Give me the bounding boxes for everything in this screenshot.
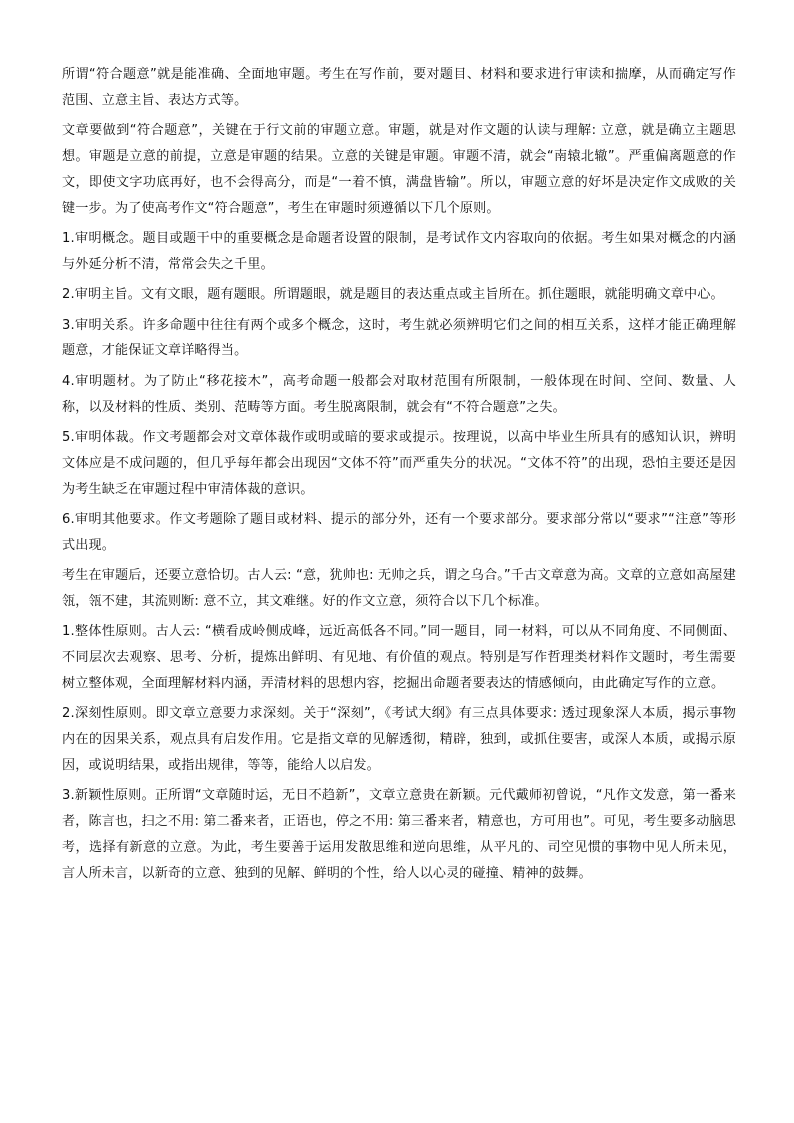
paragraph-standard-whole: 1.整体性原则。古人云: “横看成岭侧成峰，远近高低各不同。”同一题目，同一材料，可以从不同角度、不同侧面、不同层次去观察、思考、分析，提炼出鲜明、有见地、有价值的观点。特别是写作哲理类材料作文题时，考生需要树立整体观，全面理解材料内涵，弄清材料的思想内容，挖掘出命题者要表达的情感倾向，由此确定写作的立意。 xyxy=(62,624,736,691)
paragraph-principle-material: 4.审明题材。为了防止“移花接木”，高考命题一般都会对取材范围有所限制，一般体现在时间、空间、数量、人称，以及材料的性质、类别、范畴等方面。考生脱离限制，就会有“不符合题意”之失。 xyxy=(62,373,736,415)
paragraph-principle-relation: 3.审明关系。许多命题中往往有两个或多个概念，这时，考生就必须辨明它们之间的相互关系，这样才能正确理解题意，才能保证文章详略得当。 xyxy=(62,317,736,359)
paragraph-conception: 考生在审题后，还要立意恰切。古人云: “意，犹帅也: 无帅之兵，谓之乌合。”千古文章意为高。文章的立意如高屋建瓴，瓴不建，其流则断: 意不立，其文难继。好的作文立意，须符合以下几个标准。 xyxy=(62,568,737,609)
paragraph-standard-depth: 2.深刻性原则。即文章立意要力求深刻。关于“深刻”，《考试大纲》有三点具体要求: 透过现象深人本质，揭示事物内在的因果关系，观点具有启发作用。它是指文章的见解透彻，精辟，独到，或抓住要害，或深人本质，或揭示原因，或说明结果，或指出规律，等等，能给人以启发。 xyxy=(62,706,736,773)
paragraph-principle-concept: 1.审明概念。题目或题干中的重要概念是命题者设置的限制，是考试作文内容取向的依据。考生如果对概念的内涵与外延分析不清，常常会失之千里。 xyxy=(62,230,736,272)
paragraph-intro: 所谓“符合题意”就是能准确、全面地审题。考生在写作前，要对题目、材料和要求进行审读和揣摩，从而确定写作范围、立意主旨、表达方式等。 xyxy=(62,67,736,108)
paragraph-principle-theme: 2.审明主旨。文有文眼，题有题眼。所谓题眼，就是题目的表达重点或主旨所在。抓住题眼，就能明确文章中心。 xyxy=(62,287,724,303)
paragraph-principle-other: 6.审明其他要求。作文考题除了题目或材料、提示的部分外，还有一个要求部分。要求部分常以“要求”“注意”等形式出现。 xyxy=(62,511,736,553)
paragraph-principle-genre: 5.审明体裁。作文考题都会对文章体裁作或明或暗的要求或提示。按理说，以高中毕业生所具有的感知认识，辨明文体应是不成问题的，但几乎每年都会出现因“文体不符”而严重失分的状况。“文体不符”的出现，恐怕主要还是因为考生缺乏在审题过程中审清体裁的意识。 xyxy=(62,429,736,497)
document-page xyxy=(62,62,736,891)
paragraph-key-point: 文章要做到“符合题意”，关键在于行文前的审题立意。审题，就是对作文题的认读与理解: 立意，就是确立主题思想。审题是立意的前提，立意是审题的结果。立意的关键是审题。审题不清，就会“南辕北辙”。严重偏离题意的作文，即使文字功底再好，也不会得高分，而是“一着不慎，满盘皆输”。所以，审题立意的好坏是决定作文成败的关键一步。为了使高考作文“符合题意”，考生在审题时须遵循以下几个原则。 xyxy=(62,123,736,216)
paragraph-standard-novelty: 3.新颖性原则。正所谓“文章随时运，无日不趋新”，文章立意贵在新颖。元代戴师初曾说，“凡作文发意，第一番来者，陈言也，扫之不用: 第二番来者，正语也，停之不用: 第三番来者，精意也，方可用也”。可见，考生要多动脑思考，选择有新意的立意。为此，考生要善于运用发散思维和逆向思维，从平凡的、司空见惯的事物中见人所未见，言人所未言，以新奇的立意、独到的见解、鲜明的个性，给人以心灵的碰撞、精神的鼓舞。 xyxy=(62,788,736,881)
